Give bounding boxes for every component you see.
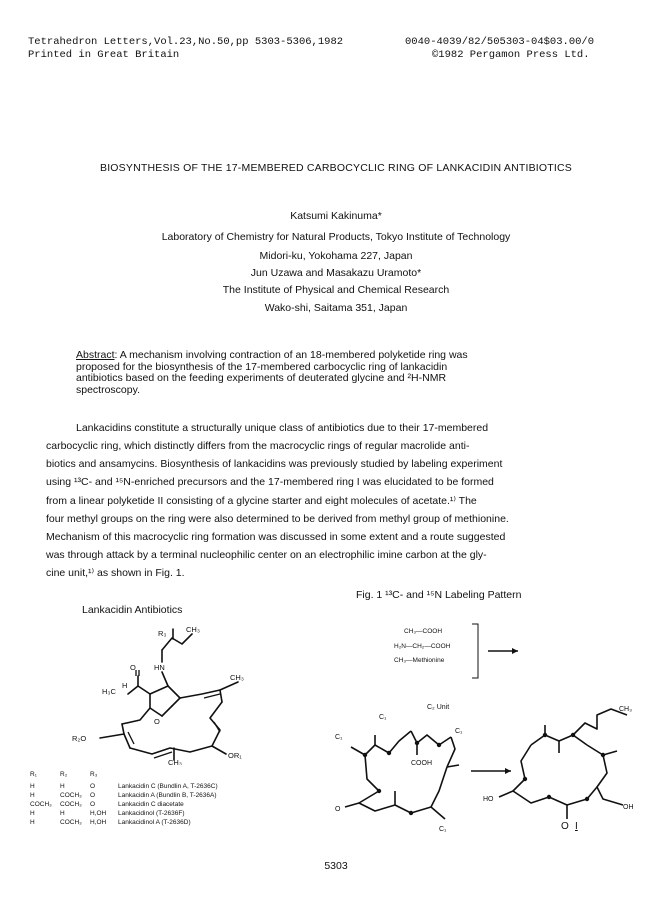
table-row: COCH₃ COCH₃ O Lankacidin C diacetate — [30, 801, 184, 808]
article-code: 0040-4039/82/505303-04$03.00/0 — [405, 36, 595, 48]
table-row: H H H,OH Lankacidinol (T-2636F) — [30, 810, 185, 817]
cooh-label: COOH — [411, 760, 432, 767]
c2-unit-label: C₂ Unit — [427, 704, 450, 711]
body-line: Mechanism of this macrocyclic ring formation was discussed in some extent and a route suggested — [46, 531, 506, 544]
h3c-label: H₃C — [102, 687, 116, 696]
left-figure-heading: Lankacidin Antibiotics — [82, 604, 183, 616]
ch3-bottom-label: CH₃ — [168, 758, 182, 765]
ch3-right-label: CH₃ — [230, 673, 244, 682]
address-1: Midori-ku, Yokohama 227, Japan — [259, 250, 413, 262]
paper-title: BIOSYNTHESIS OF THE 17-MEMBERED CARBOCYCLIC RING OF LANKACIDIN ANTIBIOTICS — [99, 162, 573, 174]
compound-table — [30, 771, 310, 828]
figure-caption: Fig. 1 ¹³C- and ¹⁵N Labeling Pattern — [356, 589, 522, 601]
or1-label: OR₁ — [228, 751, 242, 760]
body-line: cine unit,¹⁾ as shown in Fig. 1. — [46, 567, 185, 580]
ring-o-label: O — [561, 821, 569, 832]
hn-label: HN — [154, 663, 165, 672]
body-line: was through attack by a terminal nucleophilic center on an electrophilic imine carbon at the gly- — [46, 549, 487, 562]
body-text — [76, 419, 628, 437]
oh-label: OH — [623, 804, 634, 811]
labeling-scheme — [335, 695, 655, 835]
c1-label-3: C₁ — [335, 734, 343, 741]
table-row: H COCH₃ O Lankacidin A (Bundlin B, T-2636A) — [30, 792, 217, 799]
abstract — [76, 350, 596, 396]
author-1: Katsumi Kakinuma* — [290, 210, 382, 222]
precursor-glycine: H₂N—CH₂—COOH — [394, 642, 451, 650]
abstract-label: Abstract — [76, 349, 115, 361]
precursor-arrow — [466, 622, 526, 682]
ch3-ring-label: CH₃ — [619, 706, 632, 713]
table-row: H COCH₃ H,OH Lankacidinol A (T-2636D) — [30, 819, 191, 826]
address-2: Wako-shi, Saitama 351, Japan — [264, 302, 408, 314]
ring-o-label: O — [154, 717, 160, 726]
ho-label-left: O — [335, 806, 341, 813]
r3-label: R₃ — [158, 629, 167, 638]
body-line: biotics and ansamycins. Biosynthesis of lankacidins was previously studied by labeling experiment — [46, 458, 503, 471]
abstract-line-3: antibiotics based on the feeding experiments of deuterated glycine and ²H-NMR — [76, 372, 447, 384]
product-label: I — [575, 821, 578, 832]
c1-label-1: C₁ — [379, 714, 387, 721]
ho-label: HO — [483, 796, 494, 803]
abstract-line-4: spectroscopy. — [76, 383, 140, 396]
author-2: Jun Uzawa and Masakazu Uramoto* — [250, 267, 422, 279]
body-line: Lankacidins constitute a structurally unique class of antibiotics due to their 17-membered — [76, 422, 489, 434]
precursor-acetate: CH₃—COOH — [404, 628, 443, 635]
r2o-label: R₂O — [72, 734, 87, 743]
abstract-line-2: proposed for the biosynthesis of the 17-membered carbocyclic ring of lankacidin — [76, 360, 448, 373]
copyright: ©1982 Pergamon Press Ltd. — [432, 49, 590, 61]
c1-label-4: C₁ — [439, 826, 447, 833]
affiliation-1: Laboratory of Chemistry for Natural Products, Tokyo Institute of Technology — [161, 231, 511, 243]
journal-citation: Tetrahedron Letters,Vol.23,No.50,pp 5303-5306,1982 — [28, 36, 344, 48]
body-line: carbocyclic ring, which distinctly differs from the macrocyclic rings of regular macrolide anti- — [46, 440, 470, 452]
lankacidin-structure — [70, 620, 270, 765]
c1-label-2: C₁ — [455, 728, 463, 735]
table-header: R₁ R₂ R₃ — [30, 771, 98, 778]
ch3-label: CH₃ — [186, 625, 200, 634]
o-label: O — [130, 663, 136, 672]
abstract-line-1: Abstract: A mechanism involving contraction of an 18-membered polyketide ring was — [76, 349, 468, 361]
body-line: using ¹³C- and ¹⁵N-enriched precursors and the 17-membered ring I was elucidated to be formed — [46, 476, 494, 489]
body-line: from a linear polyketide II consisting of a glycine starter and eight molecules of acetate.¹⁾ The — [46, 494, 477, 507]
h-label: H — [122, 681, 128, 690]
printed-in: Printed in Great Britain — [28, 49, 180, 61]
affiliation-2: The Institute of Physical and Chemical Research — [222, 284, 450, 296]
body-text-cont — [46, 437, 630, 583]
table-row: H H O Lankacidin C (Bundlin A, T-2636C) — [30, 783, 218, 790]
precursor-methionine: CH₃—Methionine — [394, 657, 445, 664]
page-number: 5303 — [324, 860, 348, 872]
body-line: four methyl groups on the ring were also determined to be derived from methyl group of methionine. — [46, 512, 509, 525]
